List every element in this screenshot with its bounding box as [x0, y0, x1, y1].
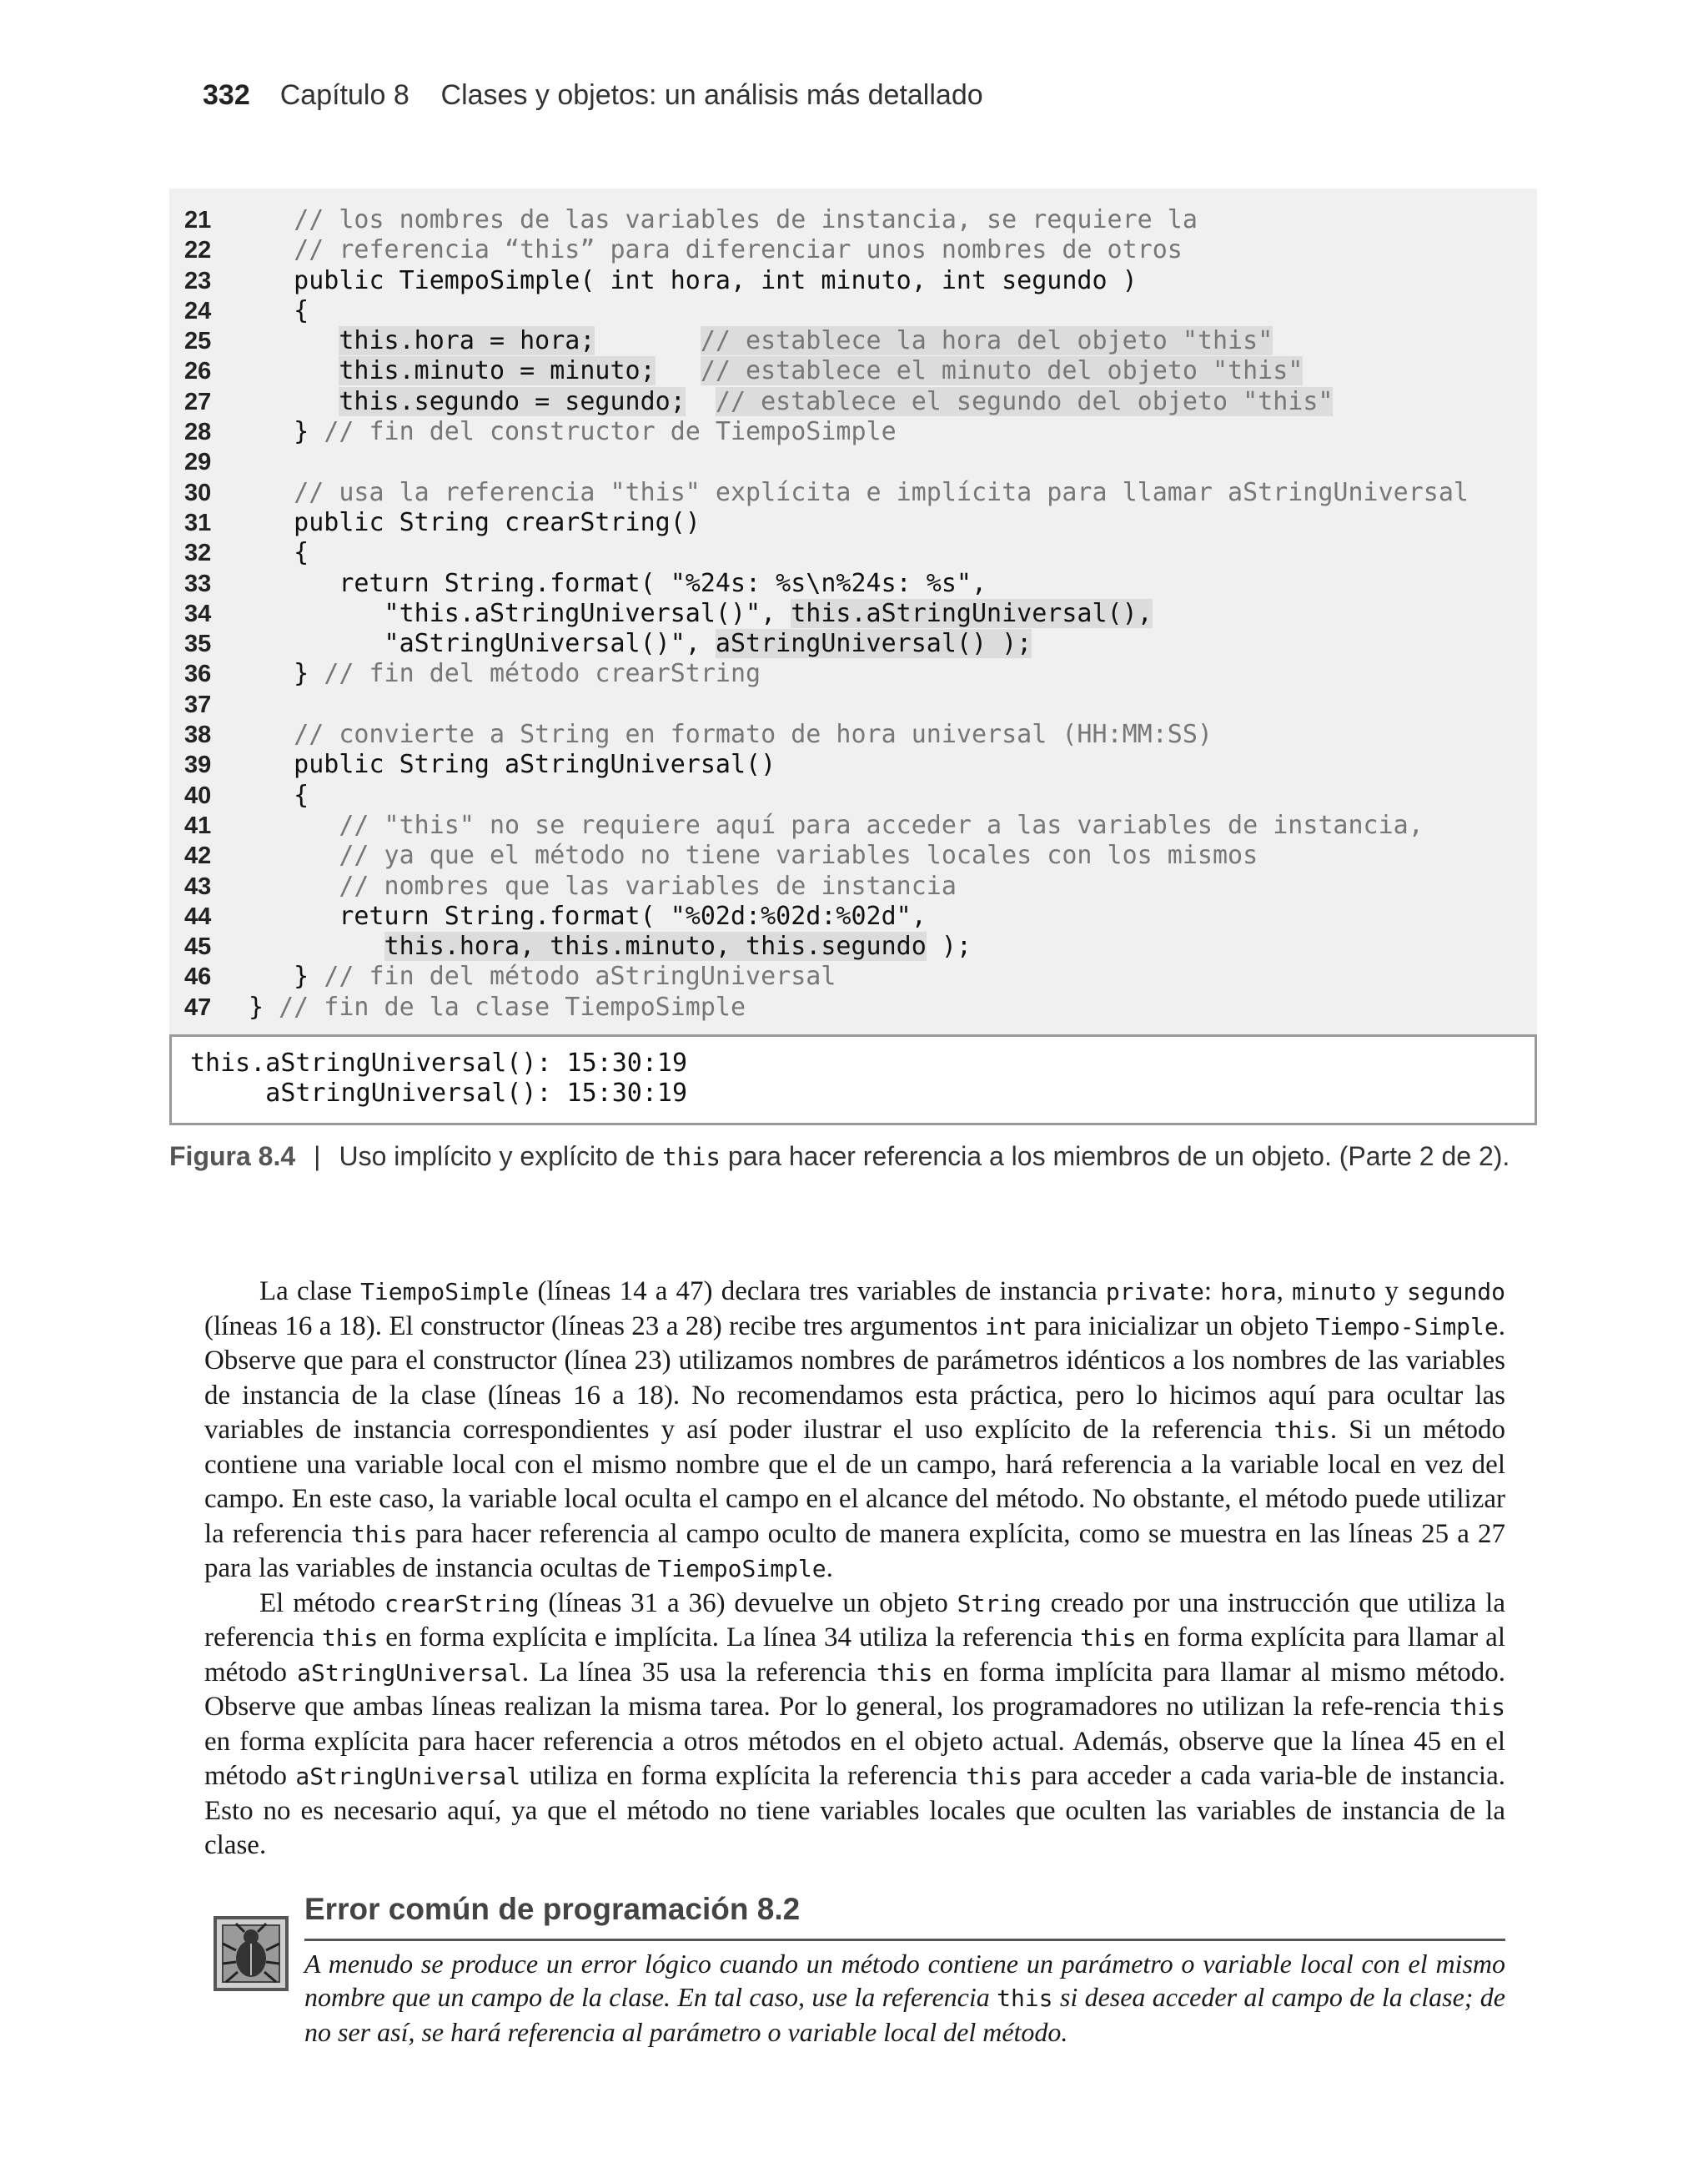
code-line — [169, 508, 1537, 538]
line-number: 33 — [184, 570, 212, 597]
code-line — [169, 266, 1537, 296]
output-line: aStringUniversal(): 15:30:19 — [190, 1079, 688, 1109]
code-text: this.hora, this.minuto, this.segundo ); — [384, 932, 972, 962]
code-line — [169, 387, 1537, 417]
line-number: 35 — [184, 631, 212, 658]
code-line — [169, 993, 1537, 1023]
code-text: // nombres que las variables de instancia — [339, 871, 957, 901]
code-text: this.segundo = segundo; // establece el segundo del objeto "this" — [339, 386, 1334, 416]
inline-code: TiempoSimple — [360, 1278, 530, 1305]
code-line — [169, 750, 1537, 780]
line-number: 31 — [184, 509, 212, 536]
code-line — [169, 932, 1537, 962]
code-line — [169, 962, 1537, 992]
line-number: 41 — [184, 812, 212, 839]
program-output — [169, 1034, 1537, 1125]
code-text: } // fin del constructor de TiempoSimple — [249, 417, 897, 447]
line-number: 47 — [184, 993, 212, 1021]
code-text: } // fin de la clase TiempoSimple — [249, 992, 746, 1022]
inline-code: this — [997, 1984, 1053, 2012]
code-line — [169, 659, 1537, 689]
caption-text-pre: Uso implícito y explícito de — [339, 1141, 663, 1171]
inline-code: hora — [1220, 1278, 1277, 1305]
figure-caption — [169, 1141, 1510, 1172]
code-line — [169, 205, 1537, 235]
line-number: 23 — [184, 267, 212, 294]
code-text: return String.format( "%02d:%02d:%02d", — [249, 901, 927, 931]
line-number: 21 — [184, 207, 212, 234]
code-text: return String.format( "%24s: %s\n%24s: %s", — [249, 568, 987, 598]
code-text: this.minuto = minuto; // establece el minuto del objeto "this" — [339, 356, 1304, 386]
code-line — [169, 478, 1537, 508]
line-number: 36 — [184, 661, 212, 688]
inline-code: String — [957, 1589, 1042, 1617]
code-text: this.hora = hora; // establece la hora del objeto "this" — [339, 326, 1273, 356]
output-line: this.aStringUniversal(): 15:30:19 — [190, 1049, 688, 1078]
line-number: 26 — [184, 358, 212, 385]
caption-text-post: para hacer referencia a los miembros de un objeto. (Parte 2 de 2). — [721, 1141, 1510, 1171]
code-text: "this.aStringUniversal()", this.aStringUniversal(), — [249, 598, 1153, 628]
line-number: 24 — [184, 297, 212, 324]
inline-code: private — [1105, 1278, 1204, 1305]
paragraph-1: La clase TiempoSimple (líneas 14 a 47) declara tres variables de instancia private: hora, minuto y segundo (líneas 16 a 18). El constructor (líneas 23 a 28) recibe tres argumentos int para inicializar un objeto Tiempo-Simple. Observe que para el constructor (línea 23) utilizamos nombres de parámetros idénticos a los nombres de las variables de instancia de la clase (líneas 16 a 18). No recomendamos esta práctica, pero lo hicimos aquí para ocultar las variables de instancia correspondientes y así poder ilustrar el uso explícito de la referencia this. Si un método contiene una variable local con el mismo nombre que el de un campo, hará referencia a la variable local en vez del campo. En este caso, la variable local oculta el campo en el alcance del método. No obstante, el método puede utilizar la referencia this para hacer referencia al campo oculto de manera explícita, como se muestra en las líneas 25 a 27 para las variables de instancia ocultas de TiempoSimple. — [204, 1276, 1506, 1583]
line-number: 42 — [184, 843, 212, 870]
code-line — [169, 781, 1537, 811]
inline-code: this — [966, 1763, 1022, 1790]
inline-code: this — [1449, 1693, 1505, 1721]
line-number: 27 — [184, 388, 212, 415]
inline-code: this — [1080, 1624, 1137, 1652]
line-number: 43 — [184, 873, 212, 900]
inline-code: segundo — [1407, 1278, 1506, 1305]
code-text: // ya que el método no tiene variables locales con los mismos — [339, 841, 1258, 871]
code-text: { — [249, 780, 309, 810]
line-number: 37 — [184, 691, 212, 718]
code-line — [169, 720, 1537, 750]
code-listing — [169, 189, 1537, 1034]
inline-code: this — [876, 1658, 933, 1687]
code-text: // convierte a String en formato de hora universal (HH:MM:SS) — [294, 720, 1213, 750]
code-line — [169, 902, 1537, 932]
code-text: public TiempoSimple( int hora, int minuto, int segundo ) — [249, 265, 1138, 295]
inline-code: Tiempo-Simple — [1315, 1312, 1499, 1341]
code-text: "aStringUniversal()", aStringUniversal() ); — [249, 629, 1032, 659]
code-text: { — [249, 295, 309, 325]
inline-code: int — [984, 1312, 1027, 1341]
tip-divider — [304, 1939, 1505, 1941]
code-text: // "this" no se requiere aquí para acceder a las variables de instancia, — [339, 810, 1424, 840]
code-line — [169, 356, 1537, 386]
inline-code: this — [321, 1624, 379, 1652]
code-text: } // fin del método aStringUniversal — [249, 962, 836, 992]
line-number: 28 — [184, 419, 212, 446]
code-text: // usa la referencia "this" explícita e implícita para llamar aStringUniversal — [294, 477, 1469, 507]
line-number: 32 — [184, 540, 212, 567]
code-text: { — [249, 538, 309, 568]
inline-code: minuto — [1292, 1278, 1377, 1305]
line-number: 45 — [184, 933, 212, 961]
line-number: 34 — [184, 600, 212, 627]
tip-text: A menudo se produce un error lógico cuando un método contiene un parámetro o variable local con el mismo nombre que un campo de la clase. En tal caso, use la referencia this si desea acceder al campo de la clase; de no ser así, se hará referencia al parámetro o variable local del método. — [304, 1949, 1506, 2047]
code-line — [169, 326, 1537, 356]
line-number: 25 — [184, 328, 212, 355]
inline-code: aStringUniversal — [295, 1763, 521, 1790]
body-text — [204, 1275, 1505, 1864]
tip-title: Error común de programación 8.2 — [304, 1892, 801, 1926]
line-number: 39 — [184, 752, 212, 779]
inline-code: this — [350, 1520, 408, 1548]
code-text: public String crearString() — [249, 507, 701, 537]
inline-code: TiempoSimple — [657, 1555, 826, 1582]
code-line — [169, 538, 1537, 568]
code-text: // los nombres de las variables de instancia, se requiere la — [294, 205, 1198, 234]
code-line — [169, 569, 1537, 599]
code-line — [169, 296, 1537, 326]
line-number: 38 — [184, 722, 212, 749]
line-number: 30 — [184, 479, 212, 506]
line-number: 44 — [184, 903, 212, 930]
code-line — [169, 629, 1537, 659]
inline-code: aStringUniversal — [297, 1658, 522, 1687]
code-line — [169, 599, 1537, 629]
bug-icon — [213, 1915, 289, 1992]
code-line — [169, 872, 1537, 902]
inline-code: crearString — [384, 1589, 540, 1617]
code-line — [169, 417, 1537, 447]
line-number: 40 — [184, 782, 212, 809]
code-line — [169, 690, 1537, 720]
page-number: 332 — [203, 79, 250, 111]
code-line — [169, 841, 1537, 871]
code-line — [169, 447, 1537, 477]
line-number: 29 — [184, 449, 212, 476]
code-text: } // fin del método crearString — [249, 659, 761, 689]
figure-label: Figura 8.4 — [169, 1141, 296, 1171]
paragraph-2: El método crearString (líneas 31 a 36) devuelve un objeto String creado por una instrucción que utiliza la referencia this en forma explícita e implícita. La línea 34 utiliza la referencia this en forma explícita para llamar al método aStringUniversal. La línea 35 usa la referencia this en forma implícita para llamar al mismo método. Observe que ambas líneas realizan la misma tarea. Por lo general, los programadores no utilizan la refe-rencia this en forma explícita para hacer referencia a otros métodos en el objeto actual. Además, observe que la línea 45 en el método aStringUniversal utiliza en forma explícita la referencia this para acceder a cada varia-ble de instancia. Esto no es necesario aquí, ya que el método no tiene variables locales que oculten las variables de instancia de la clase. — [204, 1587, 1506, 1860]
programming-error-tip — [213, 1892, 1505, 2059]
inline-code: this — [1273, 1416, 1330, 1444]
code-text: // referencia “this” para diferenciar unos nombres de otros — [294, 235, 1183, 265]
code-text: public String aStringUniversal() — [249, 750, 776, 780]
chapter-title: Capítulo 8 Clases y objetos: un análisis más detallado — [279, 79, 983, 111]
line-number: 46 — [184, 963, 212, 991]
line-number: 22 — [184, 237, 212, 264]
code-line — [169, 811, 1537, 841]
caption-separator: | — [314, 1141, 321, 1171]
caption-code: this — [662, 1143, 721, 1171]
running-header — [203, 79, 983, 112]
code-line — [169, 235, 1537, 265]
